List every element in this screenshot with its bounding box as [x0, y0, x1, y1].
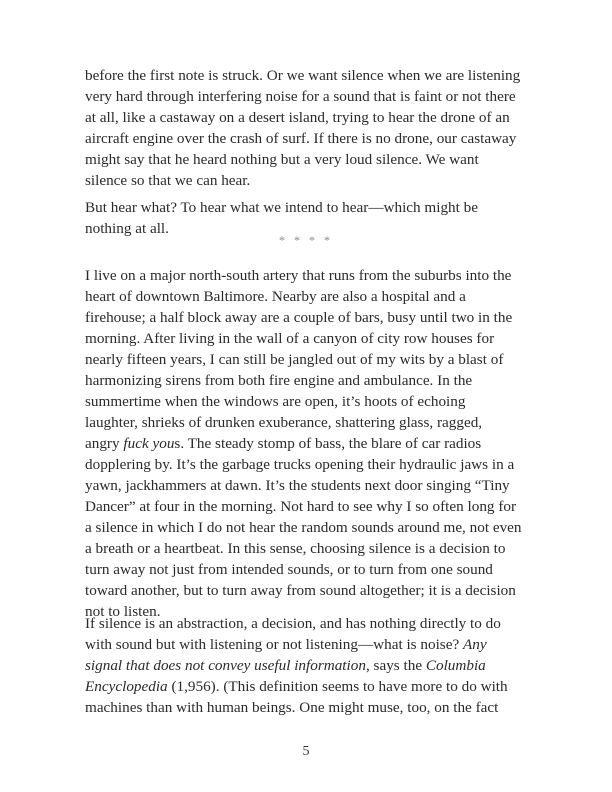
text-span: angry	[85, 435, 124, 452]
text-line: a breath or a heartbeat. In this sense, choosing silence is a decision to	[85, 540, 506, 557]
paragraph-3	[85, 265, 533, 622]
italic-text: fuck you	[123, 435, 175, 452]
text-line	[85, 634, 533, 655]
text-line	[85, 676, 533, 697]
text-line: Dancer” at four in the morning. Not hard to see why I so often long for	[85, 498, 517, 515]
text-line: turn away not just from intended sounds, or to turn from one sound	[85, 561, 493, 578]
text-line: summertime when the windows are open, it’s hoots of echoing	[85, 393, 466, 410]
text-span: (1,956). (This definition seems to have more to do with	[167, 678, 508, 695]
text-line: very hard through interfering noise for a sound that is faint or not there	[85, 88, 516, 105]
text-span: s. The steady stomp of bass, the blare of car radios	[174, 435, 482, 452]
text-line: machines than with human beings. One might muse, too, on the fact	[85, 699, 499, 716]
text-span: , says the	[365, 657, 426, 674]
text-line: at all, like a castaway on a desert island, trying to hear the drone of an	[85, 109, 510, 126]
text-line: before the first note is struck. Or we want silence when we are listening	[85, 67, 521, 84]
text-line: aircraft engine over the crash of surf. If there is no drone, our castaway	[85, 130, 517, 147]
text-line	[85, 655, 533, 676]
text-line: toward another, but to turn away from sound altogether; it is a decision	[85, 582, 516, 599]
text-span: with sound but with listening or not listening—what is noise?	[85, 636, 463, 653]
text-line: nearly fifteen years, I can still be jangled out of my wits by a blast of	[85, 351, 504, 368]
text-line: heart of downtown Baltimore. Nearby are also a hospital and a	[85, 288, 466, 305]
paragraph-1	[85, 65, 533, 191]
page-number: 5	[302, 744, 310, 759]
text-line: dopplering by. It’s the garbage trucks opening their hydraulic jaws in a	[85, 456, 515, 473]
text-line: laughter, shrieks of drunken exuberance, shattering glass, ragged,	[85, 414, 483, 431]
text-line: silence so that we can hear.	[85, 172, 251, 189]
italic-text: Encyclopedia	[85, 678, 168, 695]
text-line: I live on a major north-south artery that runs from the suburbs into the	[85, 267, 512, 284]
italic-text: Columbia	[425, 657, 486, 674]
text-line: morning. After living in the wall of a canyon of city row houses for	[85, 330, 495, 347]
italic-text: signal that does not convey useful information	[85, 657, 366, 674]
section-break: * * * *	[279, 233, 333, 247]
italic-text: Any	[462, 636, 487, 653]
text-line: might say that he heard nothing but a very loud silence. We want	[85, 151, 479, 168]
text-line: harmonizing sirens from both fire engine and ambulance. In the	[85, 372, 473, 389]
text-line	[85, 433, 533, 454]
paragraph-4	[85, 613, 533, 718]
text-line: not to listen.	[85, 603, 161, 620]
text-line: a silence in which I do not hear the random sounds around me, not even	[85, 519, 522, 536]
text-line: If silence is an abstraction, a decision, and has nothing directly to do	[85, 615, 501, 632]
text-line: yawn, jackhammers at dawn. It’s the students next door singing “Tiny	[85, 477, 510, 494]
text-line: firehouse; a half block away are a couple of bars, busy until two in the	[85, 309, 513, 326]
text-line: But hear what? To hear what we intend to hear—which might be	[85, 199, 478, 216]
text-line: nothing at all.	[85, 220, 169, 237]
